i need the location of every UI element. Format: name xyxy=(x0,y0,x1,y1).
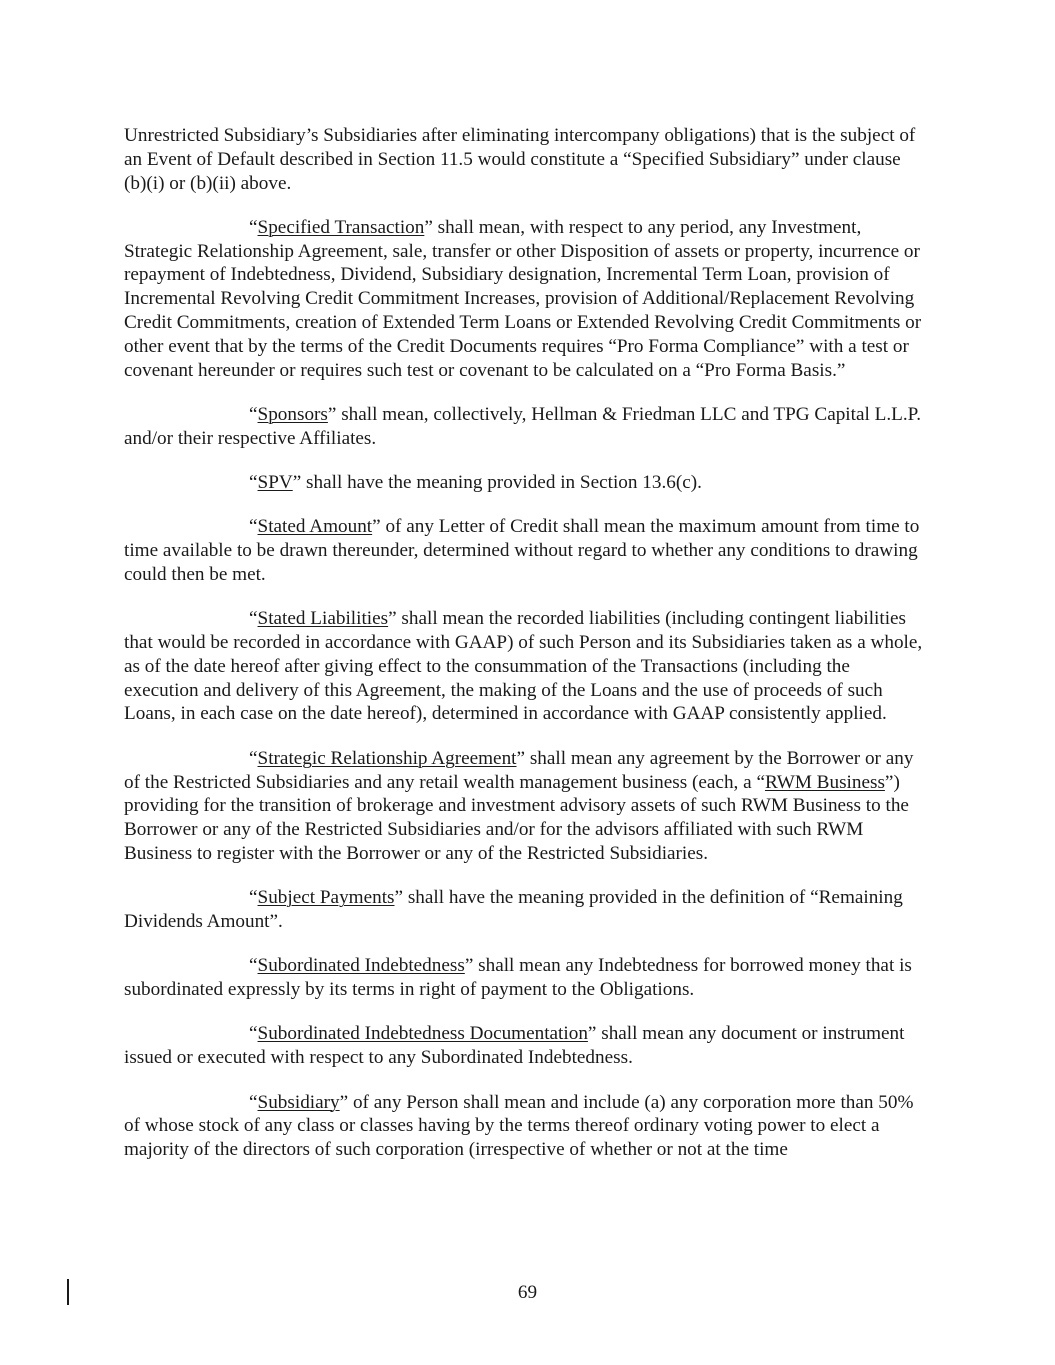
definition-paragraph xyxy=(124,954,924,1002)
defined-term: Strategic Relationship Agreement xyxy=(257,747,517,769)
paragraph-text: ” shall mean, collectively, Hellman & Friedman LLC and TPG Capital L.L.P. and/or their respective Affiliates. xyxy=(124,403,921,449)
defined-term: Subject Payments xyxy=(257,887,395,909)
definition-paragraph xyxy=(124,607,924,726)
definition-paragraph xyxy=(124,1022,924,1070)
definition-paragraph xyxy=(124,124,924,195)
paragraph-text: ” shall mean any document or instrument issued or executed with respect to any Subordinated Indebtedness. xyxy=(124,1023,905,1069)
document-body xyxy=(124,124,924,1182)
paragraph-text: “ xyxy=(249,1023,258,1045)
paragraph-text: “ xyxy=(249,608,258,630)
definition-paragraph xyxy=(124,403,924,451)
paragraph-text: “ xyxy=(249,216,258,238)
defined-term: Subordinated Indebtedness xyxy=(257,955,465,977)
definition-paragraph xyxy=(124,1091,924,1162)
paragraph-text: “ xyxy=(249,1091,258,1113)
paragraph-text: ” of any Letter of Credit shall mean the maximum amount from time to time available to be drawn thereunder, determined without regard to whether any conditions to drawing could then be met. xyxy=(124,516,920,585)
defined-term: Sponsors xyxy=(257,403,328,425)
paragraph-text: ” of any Person shall mean and include (a) any corporation more than 50% of whose stock of any class or classes having by the terms thereof ordinary voting power to elect a majority of the directors of such corporation (irrespective of whether or not at the time xyxy=(124,1091,914,1161)
definition-paragraph xyxy=(124,886,924,934)
paragraph-text: ” shall have the meaning provided in Section 13.6(c). xyxy=(292,472,702,494)
definition-paragraph xyxy=(124,216,924,383)
paragraph-text: “ xyxy=(249,403,258,425)
defined-term: Stated Amount xyxy=(257,516,373,538)
definition-paragraph xyxy=(124,515,924,586)
definition-paragraph xyxy=(124,747,924,866)
defined-term: Subordinated Indebtedness Documentation xyxy=(257,1023,588,1045)
paragraph-text: “ xyxy=(249,472,258,494)
paragraph-text: “ xyxy=(249,887,258,909)
paragraph-text: “ xyxy=(249,747,258,769)
paragraph-text: Unrestricted Subsidiary’s Subsidiaries after eliminating intercompany obligations) that is the subject of an Event of Default described in Section 11.5 would constitute a “Specified Subsidiary” under clause (b)(i) or (b)(ii) above. xyxy=(124,125,916,194)
defined-term: Stated Liabilities xyxy=(257,608,389,630)
paragraph-text: “ xyxy=(249,955,258,977)
defined-term: RWM Business xyxy=(764,771,885,793)
defined-term: Specified Transaction xyxy=(257,216,425,238)
definition-paragraph xyxy=(124,471,924,495)
paragraph-text: ”) providing for the transition of brokerage and investment advisory assets of such RWM Business to the Borrower or any of the Restricted Subsidiaries and/or for the advisors affiliated with such RWM Business to register with the Borrower or any of the Restricted Subsidiaries. xyxy=(124,771,909,864)
paragraph-text: ” shall mean any Indebtedness for borrowed money that is subordinated expressly by its terms in right of payment to the Obligations. xyxy=(124,955,912,1001)
defined-term: Subsidiary xyxy=(257,1091,340,1113)
paragraph-text: ” shall mean the recorded liabilities (including contingent liabilities that would be recorded in accordance with GAAP) of such Person and its Subsidiaries taken as a whole, as of the date hereof after giving effect to the consummation of the Transactions (including the execution and delivery of this Agreement, the making of the Loans and the use of proceeds of such Loans, in each case on the date hereof), determined in accordance with GAAP consistently applied. xyxy=(124,608,923,725)
paragraph-text: “ xyxy=(249,516,258,538)
page-number: 69 xyxy=(517,1282,538,1303)
paragraph-text: ” shall mean, with respect to any period, any Investment, Strategic Relationship Agreement, sale, transfer or other Disposition of assets or property, incurrence or repayment of Indebtedness, Dividend, Subsidiary designation, Incremental Term Loan, provision of Incremental Revolving Credit Commitment Increases, provision of Additional/Replacement Revolving Credit Commitments, creation of Extended Term Loans or Extended Revolving Credit Commitments or other event that by the terms of the Credit Documents requires “Pro Forma Compliance” with a test or covenant hereunder or requires such test or covenant to be calculated on a “Pro Forma Basis.” xyxy=(124,216,922,381)
paragraph-text: ” shall mean any agreement by the Borrower or any of the Restricted Subsidiaries and any retail wealth management business (each, a “ xyxy=(124,747,914,793)
paragraph-text: ” shall have the meaning provided in the definition of “Remaining Dividends Amount”. xyxy=(124,887,903,933)
defined-term: SPV xyxy=(257,472,293,494)
